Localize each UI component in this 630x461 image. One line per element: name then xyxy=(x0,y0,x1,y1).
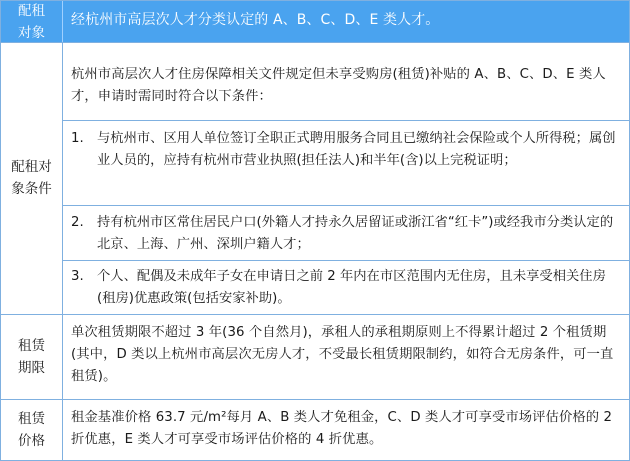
condition-2-number: 2. xyxy=(71,215,84,230)
price-value xyxy=(63,399,629,460)
conditions-intro: 杭州市高层次人才住房保障相关文件规定但未享受购房(租赁)补贴的 A、B、C、D、E 类人才，申请时需同时符合以下条件： xyxy=(71,67,606,104)
table-header-row xyxy=(1,1,629,42)
term-value xyxy=(63,314,629,399)
header-value xyxy=(63,1,629,42)
price-row xyxy=(1,399,629,460)
conditions-row xyxy=(1,42,629,314)
condition-3-text: 个人、配偶及未成年子女在申请日之前 2 年内在市区范围内无住房，且未享受相关住房(租房)优惠政策(包括安家补助)。 xyxy=(97,269,606,306)
price-label: 租赁 价格 xyxy=(1,399,63,460)
condition-3-number: 3. xyxy=(71,269,84,284)
condition-1-text: 与杭州市、区用人单位签订全职正式聘用服务合同且已缴纳社会保险或个人所得税；属创业人员的，应持有杭州市营业执照(担任法人)和半年(含)以上完税证明； xyxy=(97,131,616,168)
term-label: 租赁 期限 xyxy=(1,314,63,399)
condition-2-text: 持有杭州市区常住居民户口(外籍人才持永久居留证或浙江省“红卡”)或经我市分类认定的北京、上海、广州、深圳户籍人才； xyxy=(97,215,614,252)
header-text: 经杭州市高层次人才分类认定的 A、B、C、D、E 类人才。 xyxy=(71,12,440,28)
price-text: 租金基准价格 63.7 元/m²每月 A、B 类人才免租金，C、D 类人才可享受市场评估价格的 2 折优惠，E 类人才可享受市场评估价格的 4 折优惠。 xyxy=(71,410,613,447)
conditions-value xyxy=(63,42,629,314)
term-row xyxy=(1,314,629,399)
header-label: 配租 对象 xyxy=(1,1,63,42)
condition-1-number: 1. xyxy=(71,131,84,146)
term-text: 单次租赁期限不超过 3 年(36 个自然月)，承租人的承租期原则上不得累计超过 2 个租赁期(其中，D 类以上杭州市高层次无房人才，不受最长租赁期限制约，如符合无房条件，可一直租赁)。 xyxy=(71,325,614,384)
conditions-label: 配租对 象条件 xyxy=(1,42,63,314)
